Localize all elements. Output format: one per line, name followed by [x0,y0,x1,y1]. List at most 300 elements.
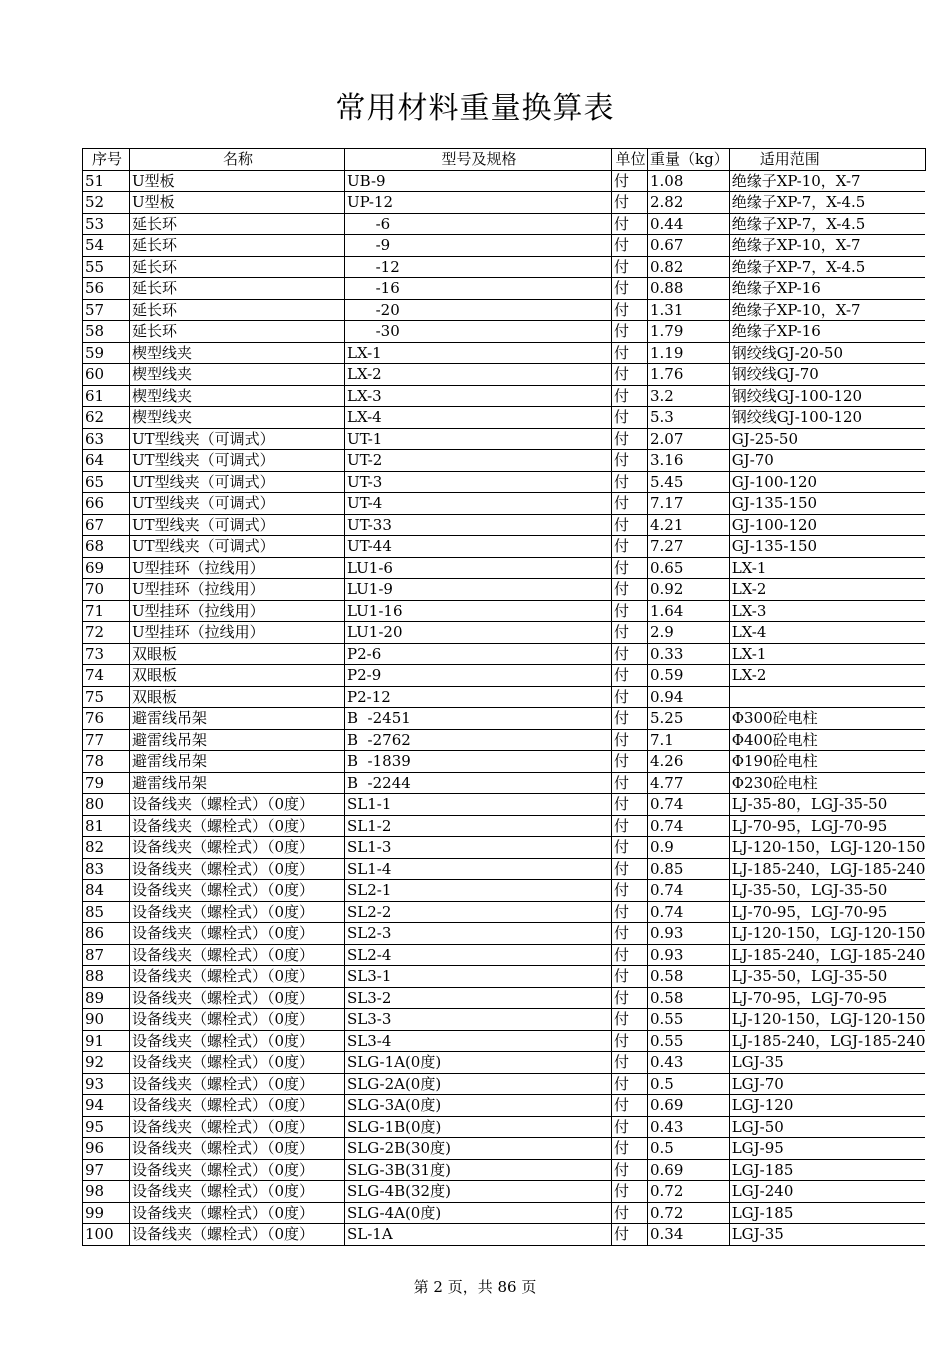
cell-scope: GJ-70 [729,450,925,472]
cell-spec: LU1-20 [345,622,612,644]
cell-spec: P2-12 [345,686,612,708]
cell-name: 延长环 [130,299,345,321]
cell-weight: 4.77 [648,772,730,794]
table-row [83,751,926,773]
table-row [83,299,926,321]
table-row [83,708,926,730]
cell-spec: LX-4 [345,407,612,429]
cell-scope: LX-2 [729,665,925,687]
cell-name: 延长环 [130,235,345,257]
cell-name: 双眼板 [130,686,345,708]
cell-name: 延长环 [130,321,345,343]
cell-weight: 0.55 [648,1009,730,1031]
cell-name: 楔型线夹 [130,342,345,364]
cell-weight: 7.1 [648,729,730,751]
cell-name: 延长环 [130,278,345,300]
cell-spec: LU1-16 [345,600,612,622]
cell-seq: 96 [83,1138,130,1160]
cell-name: 设备线夹（螺栓式）（0度） [130,815,345,837]
cell-seq: 63 [83,428,130,450]
cell-name: 楔型线夹 [130,385,345,407]
cell-scope: 绝缘子XP-7，X-4.5 [729,192,925,214]
table-row [83,643,926,665]
cell-seq: 69 [83,557,130,579]
cell-name: 设备线夹（螺栓式）（0度） [130,880,345,902]
table-row [83,514,926,536]
cell-name: 设备线夹（螺栓式）（0度） [130,1116,345,1138]
table-row [83,794,926,816]
cell-name: 设备线夹（螺栓式）（0度） [130,1052,345,1074]
cell-name: 设备线夹（螺栓式）（0度） [130,987,345,1009]
cell-weight: 1.08 [648,170,730,192]
cell-spec: UT-2 [345,450,612,472]
cell-scope: 绝缘子XP-7，X-4.5 [729,256,925,278]
table-row [83,278,926,300]
cell-scope: 钢绞线GJ-100-120 [729,385,925,407]
cell-seq: 68 [83,536,130,558]
table-row [83,493,926,515]
cell-seq: 77 [83,729,130,751]
cell-spec: SLG-1B(0度) [345,1116,612,1138]
cell-scope: 绝缘子XP-16 [729,278,925,300]
cell-spec: SLG-4A(0度) [345,1202,612,1224]
cell-seq: 75 [83,686,130,708]
cell-spec: UT-44 [345,536,612,558]
table-row [83,557,926,579]
cell-scope: GJ-25-50 [729,428,925,450]
cell-seq: 88 [83,966,130,988]
cell-seq: 67 [83,514,130,536]
cell-unit: 付 [612,1224,648,1246]
cell-spec: UP-12 [345,192,612,214]
cell-seq: 99 [83,1202,130,1224]
cell-seq: 83 [83,858,130,880]
cell-spec: -12 [345,256,612,278]
cell-scope: LGJ-35 [729,1224,925,1246]
material-weight-table [82,148,926,1246]
header-scope: 适用范围 [729,149,925,171]
cell-unit: 付 [612,772,648,794]
cell-weight: 0.58 [648,966,730,988]
cell-scope: LJ-185-240，LGJ-185-240 [729,944,925,966]
cell-weight: 5.25 [648,708,730,730]
cell-scope: GJ-100-120 [729,471,925,493]
cell-name: 设备线夹（螺栓式）（0度） [130,1095,345,1117]
table-row [83,192,926,214]
cell-weight: 3.2 [648,385,730,407]
cell-unit: 付 [612,1116,648,1138]
cell-unit: 付 [612,600,648,622]
table-row [83,170,926,192]
cell-unit: 付 [612,278,648,300]
cell-scope: LJ-185-240，LGJ-185-240 [729,858,925,880]
cell-unit: 付 [612,428,648,450]
table-row [83,579,926,601]
cell-seq: 70 [83,579,130,601]
table-row [83,1009,926,1031]
cell-scope: LJ-35-50，LGJ-35-50 [729,966,925,988]
cell-name: 设备线夹（螺栓式）（0度） [130,966,345,988]
cell-name: UT型线夹（可调式） [130,493,345,515]
cell-weight: 1.79 [648,321,730,343]
cell-name: 设备线夹（螺栓式）（0度） [130,1073,345,1095]
header-unit: 单位 [612,149,648,171]
cell-seq: 74 [83,665,130,687]
cell-weight: 0.93 [648,923,730,945]
table-row [83,815,926,837]
cell-name: U型板 [130,170,345,192]
header-name: 名称 [130,149,345,171]
cell-scope: LJ-185-240，LGJ-185-240 [729,1030,925,1052]
table-row [83,944,926,966]
cell-unit: 付 [612,536,648,558]
cell-spec: B -2244 [345,772,612,794]
table-row [83,966,926,988]
cell-seq: 64 [83,450,130,472]
table-row [83,622,926,644]
cell-name: 设备线夹（螺栓式）（0度） [130,1138,345,1160]
cell-spec: SLG-1A(0度) [345,1052,612,1074]
cell-name: UT型线夹（可调式） [130,536,345,558]
cell-spec: LX-1 [345,342,612,364]
cell-weight: 1.76 [648,364,730,386]
cell-spec: SL1-4 [345,858,612,880]
cell-scope: LGJ-240 [729,1181,925,1203]
cell-weight: 0.88 [648,278,730,300]
cell-name: 设备线夹（螺栓式）（0度） [130,923,345,945]
cell-spec: UB-9 [345,170,612,192]
cell-scope [729,686,925,708]
cell-weight: 0.72 [648,1181,730,1203]
cell-name: 楔型线夹 [130,407,345,429]
cell-spec: -20 [345,299,612,321]
cell-scope: LJ-120-150，LGJ-120-150 [729,923,925,945]
cell-unit: 付 [612,1138,648,1160]
cell-seq: 72 [83,622,130,644]
cell-weight: 0.5 [648,1138,730,1160]
cell-unit: 付 [612,1181,648,1203]
table-row [83,1030,926,1052]
cell-unit: 付 [612,686,648,708]
table-header-row [83,149,926,171]
cell-name: U型挂环（拉线用） [130,600,345,622]
cell-weight: 0.67 [648,235,730,257]
cell-name: 双眼板 [130,665,345,687]
cell-seq: 65 [83,471,130,493]
cell-weight: 0.44 [648,213,730,235]
cell-weight: 0.34 [648,1224,730,1246]
cell-unit: 付 [612,407,648,429]
cell-scope: Φ300砼电柱 [729,708,925,730]
cell-name: 设备线夹（螺栓式）（0度） [130,858,345,880]
header-spec: 型号及规格 [345,149,612,171]
cell-seq: 58 [83,321,130,343]
cell-weight: 0.33 [648,643,730,665]
cell-unit: 付 [612,1095,648,1117]
cell-scope: LGJ-120 [729,1095,925,1117]
cell-unit: 付 [612,966,648,988]
cell-unit: 付 [612,815,648,837]
cell-weight: 0.74 [648,794,730,816]
cell-unit: 付 [612,493,648,515]
table-row [83,1181,926,1203]
cell-seq: 94 [83,1095,130,1117]
cell-spec: LX-3 [345,385,612,407]
cell-seq: 76 [83,708,130,730]
cell-name: 设备线夹（螺栓式）（0度） [130,1159,345,1181]
cell-spec: SLG-2B(30度) [345,1138,612,1160]
cell-name: 设备线夹（螺栓式）（0度） [130,1009,345,1031]
cell-scope: 钢绞线GJ-70 [729,364,925,386]
table-row [83,1052,926,1074]
cell-seq: 81 [83,815,130,837]
cell-weight: 0.69 [648,1095,730,1117]
table-row [83,1073,926,1095]
cell-weight: 0.5 [648,1073,730,1095]
table-row [83,772,926,794]
cell-scope: LJ-120-150，LGJ-120-150 [729,1009,925,1031]
cell-weight: 0.59 [648,665,730,687]
cell-weight: 2.9 [648,622,730,644]
cell-name: 设备线夹（螺栓式）（0度） [130,901,345,923]
cell-unit: 付 [612,192,648,214]
cell-weight: 3.16 [648,450,730,472]
cell-unit: 付 [612,471,648,493]
cell-unit: 付 [612,450,648,472]
cell-spec: SL1-3 [345,837,612,859]
cell-name: 设备线夹（螺栓式）（0度） [130,1224,345,1246]
cell-weight: 4.26 [648,751,730,773]
table-row [83,600,926,622]
cell-name: 设备线夹（螺栓式）（0度） [130,944,345,966]
cell-unit: 付 [612,837,648,859]
table-row [83,729,926,751]
cell-name: 楔型线夹 [130,364,345,386]
cell-unit: 付 [612,751,648,773]
cell-name: U型板 [130,192,345,214]
cell-seq: 53 [83,213,130,235]
cell-seq: 92 [83,1052,130,1074]
table-row [83,1224,926,1246]
table-row [83,665,926,687]
cell-spec: SLG-2A(0度) [345,1073,612,1095]
cell-seq: 56 [83,278,130,300]
cell-seq: 71 [83,600,130,622]
cell-scope: LJ-35-50，LGJ-35-50 [729,880,925,902]
cell-scope: LJ-120-150，LGJ-120-150 [729,837,925,859]
cell-seq: 51 [83,170,130,192]
table-row [83,923,926,945]
cell-weight: 0.74 [648,815,730,837]
cell-unit: 付 [612,514,648,536]
cell-spec: B -2451 [345,708,612,730]
table-row [83,256,926,278]
cell-scope: LJ-70-95，LGJ-70-95 [729,987,925,1009]
cell-unit: 付 [612,235,648,257]
cell-name: UT型线夹（可调式） [130,471,345,493]
cell-spec: -16 [345,278,612,300]
cell-seq: 52 [83,192,130,214]
page-title: 常用材料重量换算表 [335,91,615,126]
cell-name: U型挂环（拉线用） [130,579,345,601]
cell-unit: 付 [612,987,648,1009]
cell-unit: 付 [612,1052,648,1074]
cell-unit: 付 [612,213,648,235]
cell-weight: 0.82 [648,256,730,278]
cell-scope: GJ-100-120 [729,514,925,536]
cell-name: 设备线夹（螺栓式）（0度） [130,794,345,816]
cell-unit: 付 [612,557,648,579]
cell-spec: SL2-4 [345,944,612,966]
cell-name: 设备线夹（螺栓式）（0度） [130,837,345,859]
cell-weight: 0.74 [648,901,730,923]
cell-unit: 付 [612,256,648,278]
table-row [83,1202,926,1224]
cell-seq: 91 [83,1030,130,1052]
cell-spec: SL2-3 [345,923,612,945]
cell-weight: 1.64 [648,600,730,622]
cell-seq: 79 [83,772,130,794]
cell-unit: 付 [612,665,648,687]
cell-spec: SL2-2 [345,901,612,923]
table-row [83,213,926,235]
cell-scope: LX-4 [729,622,925,644]
cell-scope: 绝缘子XP-10，X-7 [729,235,925,257]
cell-seq: 62 [83,407,130,429]
cell-weight: 0.92 [648,579,730,601]
cell-scope: LGJ-185 [729,1159,925,1181]
cell-weight: 0.65 [648,557,730,579]
table-row [83,987,926,1009]
cell-scope: 钢绞线GJ-20-50 [729,342,925,364]
cell-unit: 付 [612,364,648,386]
cell-scope: LGJ-185 [729,1202,925,1224]
cell-name: 避雷线吊架 [130,708,345,730]
table-row [83,321,926,343]
cell-weight: 0.69 [648,1159,730,1181]
cell-spec: UT-4 [345,493,612,515]
table-row [83,471,926,493]
header-seq: 序号 [83,149,130,171]
cell-seq: 60 [83,364,130,386]
cell-seq: 98 [83,1181,130,1203]
cell-weight: 5.45 [648,471,730,493]
table-row [83,364,926,386]
cell-weight: 0.58 [648,987,730,1009]
cell-weight: 0.55 [648,1030,730,1052]
cell-spec: SL1-1 [345,794,612,816]
cell-weight: 0.93 [648,944,730,966]
table-row [83,880,926,902]
cell-name: UT型线夹（可调式） [130,428,345,450]
cell-scope: GJ-135-150 [729,536,925,558]
cell-seq: 87 [83,944,130,966]
table-body [83,170,926,1245]
cell-scope: LJ-70-95，LGJ-70-95 [729,815,925,837]
cell-unit: 付 [612,794,648,816]
cell-scope: LGJ-35 [729,1052,925,1074]
cell-scope: LJ-35-80，LGJ-35-50 [729,794,925,816]
cell-name: 避雷线吊架 [130,772,345,794]
table-row [83,1138,926,1160]
cell-name: 延长环 [130,213,345,235]
cell-unit: 付 [612,1009,648,1031]
cell-name: 避雷线吊架 [130,751,345,773]
cell-unit: 付 [612,944,648,966]
cell-seq: 57 [83,299,130,321]
cell-unit: 付 [612,170,648,192]
cell-spec: LX-2 [345,364,612,386]
cell-seq: 59 [83,342,130,364]
cell-scope: Φ230砼电柱 [729,772,925,794]
cell-unit: 付 [612,1202,648,1224]
cell-spec: P2-9 [345,665,612,687]
cell-seq: 95 [83,1116,130,1138]
cell-spec: LU1-6 [345,557,612,579]
cell-spec: SL3-3 [345,1009,612,1031]
cell-weight: 0.43 [648,1116,730,1138]
cell-name: U型挂环（拉线用） [130,557,345,579]
table-row [83,450,926,472]
cell-spec: SLG-3A(0度) [345,1095,612,1117]
cell-weight: 2.07 [648,428,730,450]
cell-scope: LGJ-70 [729,1073,925,1095]
cell-spec: -9 [345,235,612,257]
cell-scope: Φ190砼电柱 [729,751,925,773]
cell-seq: 84 [83,880,130,902]
cell-name: 设备线夹（螺栓式）（0度） [130,1181,345,1203]
page-footer: 第 2 页，共 86 页 [413,1278,537,1296]
cell-weight: 0.9 [648,837,730,859]
cell-scope: LGJ-95 [729,1138,925,1160]
cell-spec: UT-33 [345,514,612,536]
cell-spec: -6 [345,213,612,235]
table-row [83,1159,926,1181]
table-row [83,1116,926,1138]
cell-scope: 钢绞线GJ-100-120 [729,407,925,429]
cell-spec: SL3-1 [345,966,612,988]
cell-unit: 付 [612,321,648,343]
cell-weight: 5.3 [648,407,730,429]
cell-scope: Φ400砼电柱 [729,729,925,751]
cell-seq: 78 [83,751,130,773]
cell-seq: 82 [83,837,130,859]
cell-unit: 付 [612,923,648,945]
cell-spec: SL3-4 [345,1030,612,1052]
cell-weight: 0.74 [648,880,730,902]
cell-seq: 86 [83,923,130,945]
cell-name: 双眼板 [130,643,345,665]
cell-weight: 7.27 [648,536,730,558]
cell-unit: 付 [612,579,648,601]
cell-seq: 54 [83,235,130,257]
cell-weight: 0.85 [648,858,730,880]
cell-seq: 61 [83,385,130,407]
cell-spec: B -1839 [345,751,612,773]
cell-unit: 付 [612,1073,648,1095]
cell-weight: 1.19 [648,342,730,364]
cell-weight: 0.72 [648,1202,730,1224]
table-row [83,385,926,407]
cell-weight: 4.21 [648,514,730,536]
table-row [83,858,926,880]
cell-weight: 2.82 [648,192,730,214]
cell-spec: SLG-4B(32度) [345,1181,612,1203]
cell-unit: 付 [612,622,648,644]
cell-weight: 1.31 [648,299,730,321]
header-weight: 重量（kg） [648,149,730,171]
cell-name: UT型线夹（可调式） [130,514,345,536]
